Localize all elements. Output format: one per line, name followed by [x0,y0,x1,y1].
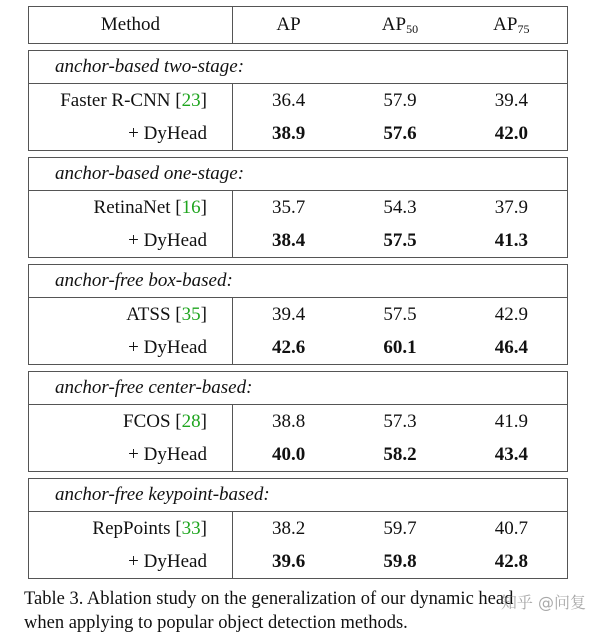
method-name: + DyHead [128,229,207,251]
group-section [28,157,568,258]
method-name: + DyHead [128,550,207,572]
ap75-value: 39.4 [494,89,528,111]
header-ap: AP [276,14,301,35]
ap75-value: 42.0 [494,122,528,144]
method-cell: ATSS [ 35 ] [29,298,233,331]
table-header [28,6,568,44]
citation-link[interactable]: 33 [181,517,201,539]
ap50-value: 57.5 [383,229,417,251]
citation-link[interactable]: 16 [181,196,201,218]
ap50-value: 57.5 [383,303,417,325]
citation-link[interactable]: 28 [181,410,201,432]
table-row [29,224,567,257]
ap50-value: 57.6 [383,122,417,144]
ap-value: 36.4 [272,89,306,111]
table-row [29,84,567,117]
method-cell: RepPoints [ 33 ] [29,512,233,545]
table-row [29,117,567,150]
method-name: RetinaNet [93,196,171,218]
group-label: anchor-free box-based: [29,265,567,298]
group-label: anchor-based two-stage: [29,51,567,84]
ap-value: 40.0 [272,443,306,465]
caption-line-2: when applying to popular object detection methods. [24,613,408,633]
ap50-value: 59.8 [383,550,417,572]
method-name: RepPoints [92,517,171,539]
ap-value: 38.9 [272,122,306,144]
ap50-value: 60.1 [383,336,417,358]
group-section [28,50,568,151]
ap75-value: 40.7 [494,517,528,539]
ap-value: 38.4 [272,229,306,251]
method-cell: Faster R-CNN [ 23 ] [29,84,233,117]
results-table [28,6,568,579]
ap50-value: 57.9 [383,89,417,111]
table-row [29,545,567,578]
ap75-value: 42.9 [494,303,528,325]
group-section [28,478,568,579]
ap50-value: 54.3 [383,196,417,218]
ap-value: 35.7 [272,196,306,218]
caption-line-1: Table 3. Ablation study on the generalization of our dynamic head [24,589,514,609]
ap75-value: 43.4 [494,443,528,465]
citation-link[interactable]: 35 [181,303,201,325]
group-label: anchor-free keypoint-based: [29,479,567,512]
method-cell [29,117,233,150]
table-row [29,405,567,438]
method-name: Faster R-CNN [60,89,171,111]
table-row [29,298,567,331]
header-ap50: $AP_{50}$ [381,13,419,36]
method-cell [29,224,233,257]
method-cell [29,438,233,471]
ap-value: 42.6 [272,336,306,358]
method-name: + DyHead [128,122,207,144]
ap50-value: 59.7 [383,517,417,539]
method-name: + DyHead [128,336,207,358]
ap-value: 39.4 [272,303,306,325]
table-row [29,331,567,364]
method-name: + DyHead [128,443,207,465]
ap75-value: 41.9 [494,410,528,432]
watermark: 知乎 @问复 [500,593,586,612]
ap75-value: 37.9 [494,196,528,218]
group-section [28,371,568,472]
ap50-value: 57.3 [383,410,417,432]
header-method: Method [29,7,233,43]
ap75-value: 42.8 [494,550,528,572]
ap-value: 38.2 [272,517,306,539]
ap-value: 39.6 [272,550,306,572]
group-label: anchor-based one-stage: [29,158,567,191]
citation-link[interactable]: 23 [181,89,201,111]
ap75-value: 41.3 [494,229,528,251]
method-cell [29,545,233,578]
method-cell [29,331,233,364]
group-section [28,264,568,365]
ap75-value: 46.4 [494,336,528,358]
header-ap75: $AP_{75}$ [493,13,530,36]
method-name: ATSS [126,303,171,325]
group-label: anchor-free center-based: [29,372,567,405]
ap-value: 38.8 [272,410,306,432]
table-row [29,191,567,224]
ap50-value: 58.2 [383,443,417,465]
table-row [29,512,567,545]
table-row [29,438,567,471]
method-cell: RetinaNet [ 16 ] [29,191,233,224]
method-name: FCOS [123,410,171,432]
method-cell: FCOS [ 28 ] [29,405,233,438]
